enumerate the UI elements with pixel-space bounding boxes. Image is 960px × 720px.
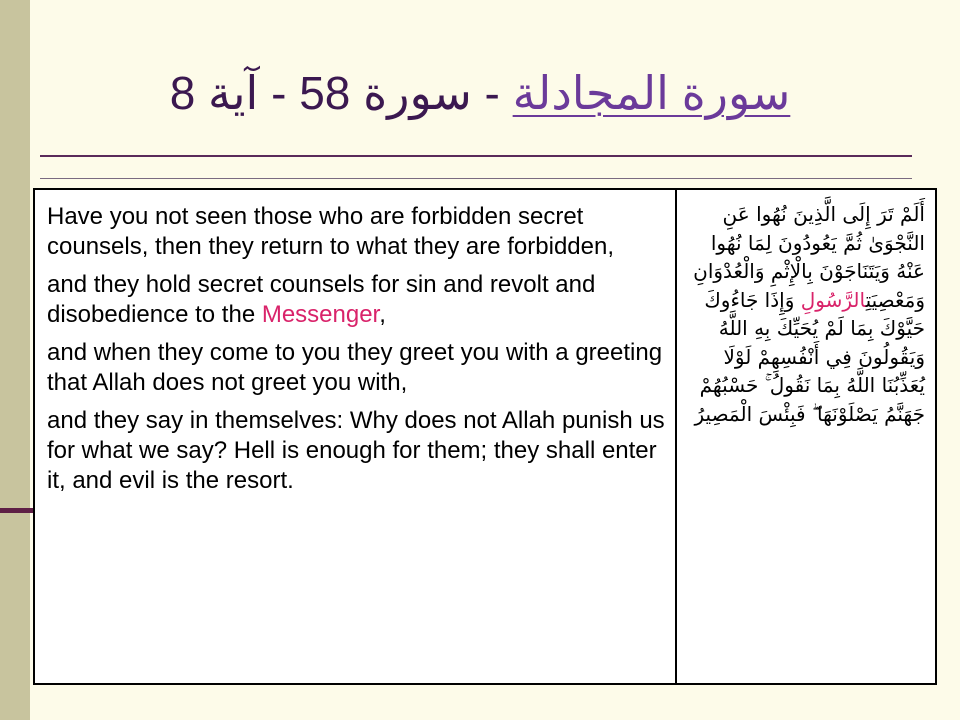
english-cell: [34, 189, 676, 684]
title-rest: - سورة 58 - آية 8: [169, 67, 513, 119]
arabic-verse-part-2: وَإِذَا جَاءُوكَ حَيَّوْكَ بِمَا لَمْ يُحَيِّكَ بِهِ اللَّهُ وَيَقُولُونَ فِي أَنْفُسِهِمْ لَوْلَا يُعَذِّبُنَا اللَّهُ بِمَا نَقُولُ ۚ حَسْبُهُمْ جَهَنَّمُ يَصْلَوْنَهَا ۖ فَبِئْسَ الْمَصِيرُ: [694, 287, 925, 426]
english-paragraph-2: [47, 270, 665, 330]
arabic-cell: [676, 189, 936, 684]
verse-row: [34, 189, 936, 684]
arabic-verse: [687, 200, 925, 428]
english-paragraph-1: Have you not seen those who are forbidden secret counsels, then they return to what they are forbidden,: [47, 203, 615, 260]
title-rule-thick: [40, 155, 912, 157]
arabic-messenger-highlight: الرَّسُولِ: [800, 287, 866, 312]
messenger-highlight: Messenger: [261, 301, 380, 328]
english-p2-end: ,: [379, 301, 386, 328]
english-paragraph-4: and they say in themselves: Why does not Allah punish us for what we say? Hell is enough for them; they shall enter it, and evil is the resort.: [47, 407, 665, 494]
english-p2-text: and they hold secret counsels for sin and revolt and disobedience to the: [47, 271, 596, 328]
verse-table: [33, 188, 937, 685]
english-paragraph-3: and when they come to you they greet you with a greeting that Allah does not greet you with,: [47, 339, 663, 396]
title-rule-thin: [40, 178, 912, 179]
arabic-verse-part-1: أَلَمْ تَرَ إِلَى الَّذِينَ نُهُوا عَنِ النَّجْوَىٰ ثُمَّ يَعُودُونَ لِمَا نُهُوا عَنْهُ وَيَتَنَاجَوْنَ بِالْإِثْمِ وَالْعُدْوَانِ وَمَعْصِيَتِ: [693, 202, 925, 312]
surah-link[interactable]: سورة المجادلة: [512, 67, 791, 119]
slide-title: [0, 58, 960, 128]
